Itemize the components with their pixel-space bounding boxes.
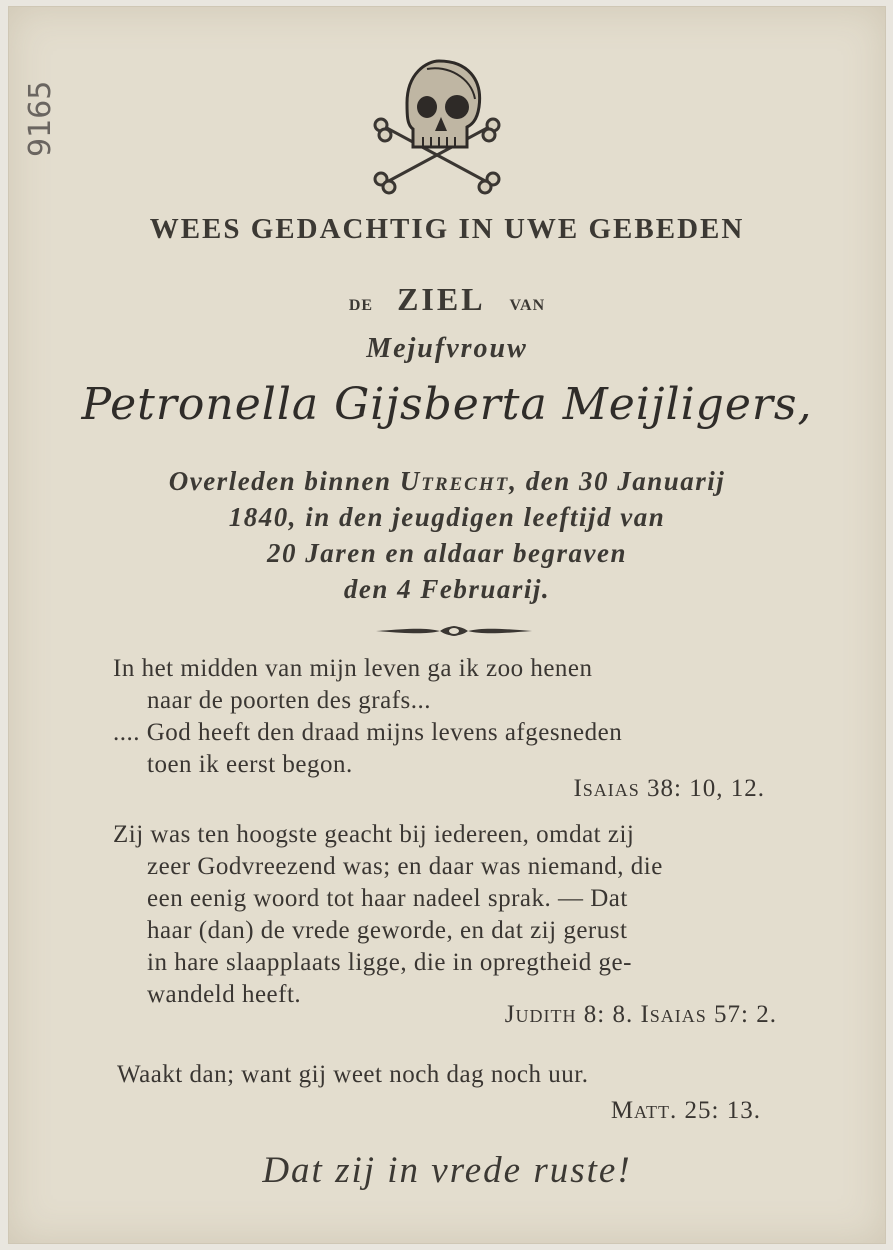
quote-3: Waakt dan; want gij weet noch dag noch uur. xyxy=(117,1061,589,1088)
subheading xyxy=(9,281,885,318)
details-line-3: 20 Jaren en aldaar begraven xyxy=(267,538,627,568)
heading: WEES GEDACHTIG IN UWE GEBEDEN xyxy=(149,213,745,245)
honorific: Mejufvrouw xyxy=(366,333,528,364)
reference-2: Judith 8: 8. Isaias 57: 2. xyxy=(504,1001,777,1028)
quote-2: Zij was ten hoogste geacht bij iedereen, omdat zij zeer Godvreezend was; en daar was niemand, die een eenig woord tot haar nadeel sprak. — Dat haar (dan) de vrede geworde, en dat zij gerust in hare slaapplaats ligge, die in opregtheid ge- wandeld heeft. xyxy=(113,821,663,1008)
reference-3: Matt. 25: 13. xyxy=(610,1097,761,1124)
memorial-card: 9165 WEES GEDACHTIG IN UWE GEBEDEN DE ZIEL VAN Mejufvrouw Petronella Gijsberta Meijligers, Overleden binnen Utrecht, den 30 Januarij 1840, in den jeugdigen leeftijd van 20 Jaren en aldaar begraven den 4 Februarij. In het midden van mijn leven ga ik zoo henen naar de poorten des grafs... .... God heeft den draad mijns levens afgesneden toen ik eerst begon. Isaias 38: 10, 12. Zij was ten hoogste geacht bij iedereen, omdat zij zeer Godvreezend was; en daar was niemand, die een eenig woord tot haar nadeel sprak. — Dat haar (dan) de vrede geworde, en dat zij gerust in hare slaapplaats ligge, die in opregtheid ge- wandeld heeft. Judith 8: 8. Isaias 57: 2. Waakt dan; want gij weet noch dag noch uur. Matt. 25: 13. Dat zij in vrede ruste! xyxy=(8,6,886,1244)
skull-crossbones-icon xyxy=(367,55,507,195)
death-details xyxy=(69,463,825,607)
van-label: VAN xyxy=(509,297,546,314)
quote-1: In het midden van mijn leven ga ik zoo henen naar de poorten des grafs... .... God heeft den draad mijns levens afgesneden toen ik eerst begon. xyxy=(113,655,623,778)
details-line-4: den 4 Februarij. xyxy=(343,574,551,604)
details-line-1: Overleden binnen Utrecht, den 30 Januarij xyxy=(168,466,726,496)
deceased-name: Petronella Gijsberta Meijligers, xyxy=(81,379,813,430)
closing-line: Dat zij in vrede ruste! xyxy=(262,1150,632,1191)
details-line-2: 1840, in den jeugdigen leeftijd van xyxy=(228,502,666,532)
reference-1: Isaias 38: 10, 12. xyxy=(573,775,765,802)
ziel-label: ZIEL xyxy=(397,281,486,317)
de-label: DE xyxy=(348,297,374,314)
city: Utrecht xyxy=(399,466,510,496)
ornament-divider-icon xyxy=(374,621,534,641)
